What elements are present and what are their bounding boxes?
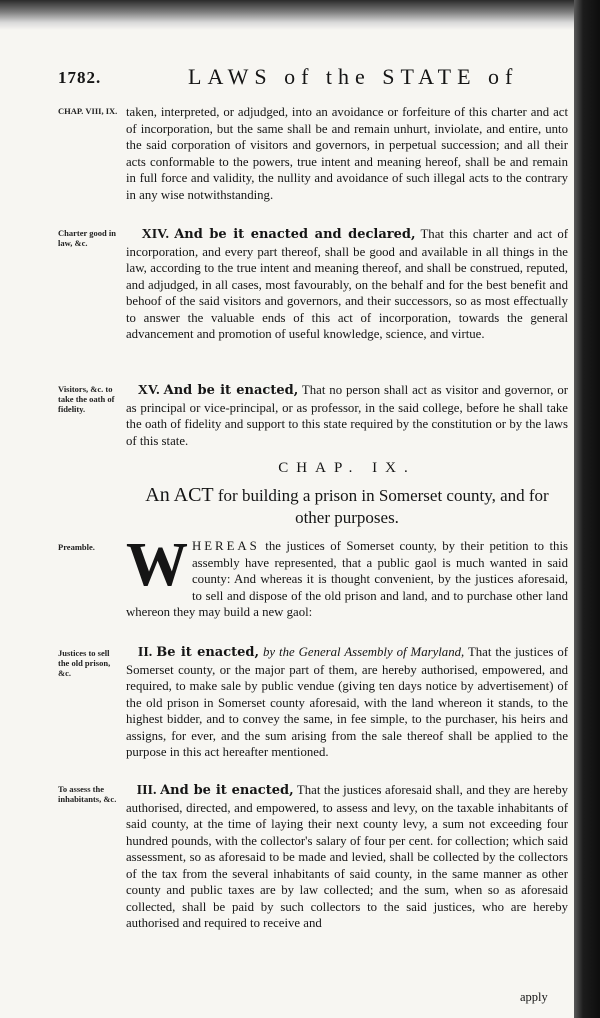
page-title: LAWS of the STATE of: [188, 64, 519, 89]
section-text: That the justices aforesaid shall, and they are hereby authorised, directed, and empowered, to assess and levy, on the taxable inhabitants of said county, at the time of laying their next county levy, a sum not exceeding four hundred pounds, with the collector's salary of four per cent. for collection; which said assessment, so as aforesaid to be made and levied, shall be collected by the collectors of the tax from the several inhabitants of said county, in the same manner as other county and public taxes are by law collected; and the sum, when so as aforesaid collected, shall be paid by such collectors to the said justices, who are hereby authorised and required to receive and: [126, 783, 568, 930]
section-text: That the justices of Somerset county, or the major part of them, are hereby authorised, empowered, and required, to make sale by public vendue (giving ten days notice by advertisement) of the old prison in Somerset county aforesaid, with the land whereon it stands, to the highest bidder, and to convey the same, in fee simple, to the purchaser, his heirs and assigns, for ever, and the sum arising from the sale thereof shall be applied to the purpose in this act hereafter mentioned.: [126, 645, 568, 759]
section-ii: [126, 644, 568, 761]
enacting-clause: Be it enacted,: [156, 645, 260, 660]
preamble-text: the justices of Somerset county, by their petition to this assembly have represented, that a public gaol is much wanted in said county: And whereas it is thought convenient, by the justices aforesaid, to sell and dispose of the old prison and land, and to purchase other land whereon they may build a new gaol:: [126, 539, 568, 619]
section-number: XIV.: [141, 227, 169, 242]
enacting-authority: by the General Assembly of Maryland,: [263, 645, 465, 659]
section-number: III.: [136, 783, 157, 798]
page-year: 1782.: [58, 68, 102, 87]
margin-note-assess: To assess the inhabitants, &c.: [58, 784, 117, 804]
drop-cap: W: [126, 531, 188, 599]
act-title-lead: An ACT: [145, 484, 214, 506]
chapter-heading: CHAP. IX.: [278, 460, 416, 476]
margin-note-preamble: Preamble.: [58, 542, 95, 552]
section-xiv: [126, 226, 568, 343]
section-text: That no person shall act as visitor and governor, or as principal or vice-principal, or as professor, in the said college, before he shall take the oath of fidelity and support to this state required by the constitution or by the laws of this state.: [126, 383, 569, 448]
margin-note-chap: CHAP. VIII, IX.: [58, 106, 118, 116]
running-head: [58, 64, 568, 90]
scan-right-edge: [574, 0, 600, 1018]
scan-top-edge: [0, 0, 600, 30]
section-xv: [126, 382, 568, 449]
margin-note-visitors: Visitors, &c. to take the oath of fidelity.: [58, 384, 115, 414]
enacting-clause: And be it enacted and declared,: [174, 227, 416, 242]
enacting-clause: And be it enacted,: [160, 783, 294, 798]
margin-note-charter: Charter good in law, &c.: [58, 228, 116, 248]
section-iii: [126, 782, 568, 932]
section-text: That this charter and act of incorporation, and every part thereof, shall be good and available in all things in the law, according to the true intent and meaning thereof, and shall be construed, reputed, and adjudged, in all cases, most favourably, on the behalf and for the best benefit and behoof of the said visitors and governors, and their successors, so as most effectually to answer the valuable ends of this act of incorporation, towards the general advancement and promotion of useful knowledge, science, and virtue.: [126, 227, 568, 341]
catchword: apply: [520, 990, 548, 1004]
section-number: II.: [137, 645, 153, 660]
enacting-clause: And be it enacted,: [163, 383, 299, 398]
section-number: XV.: [137, 383, 160, 398]
margin-note-justices: Justices to sell the old prison, &c.: [58, 648, 111, 678]
act-title-rest: for building a prison in Somerset county, and for other purposes.: [217, 486, 549, 527]
preamble-lead: HEREAS: [192, 539, 260, 553]
preamble: [126, 531, 568, 621]
act-title: [126, 484, 568, 529]
paragraph-continuation: taken, interpreted, or adjudged, into an avoidance or forfeiture of this charter and act of incorporation, but the same shall be and remain unhurt, inviolate, and entire, unto the said corporation of visitors and governors, in perpetual succession; and all their acts conformable to the powers, true intent and meaning hereof, shall be and remain in full force and validity, the nullity and avoidance of such illegal acts to the contrary in any wise notwithstanding.: [126, 105, 568, 202]
